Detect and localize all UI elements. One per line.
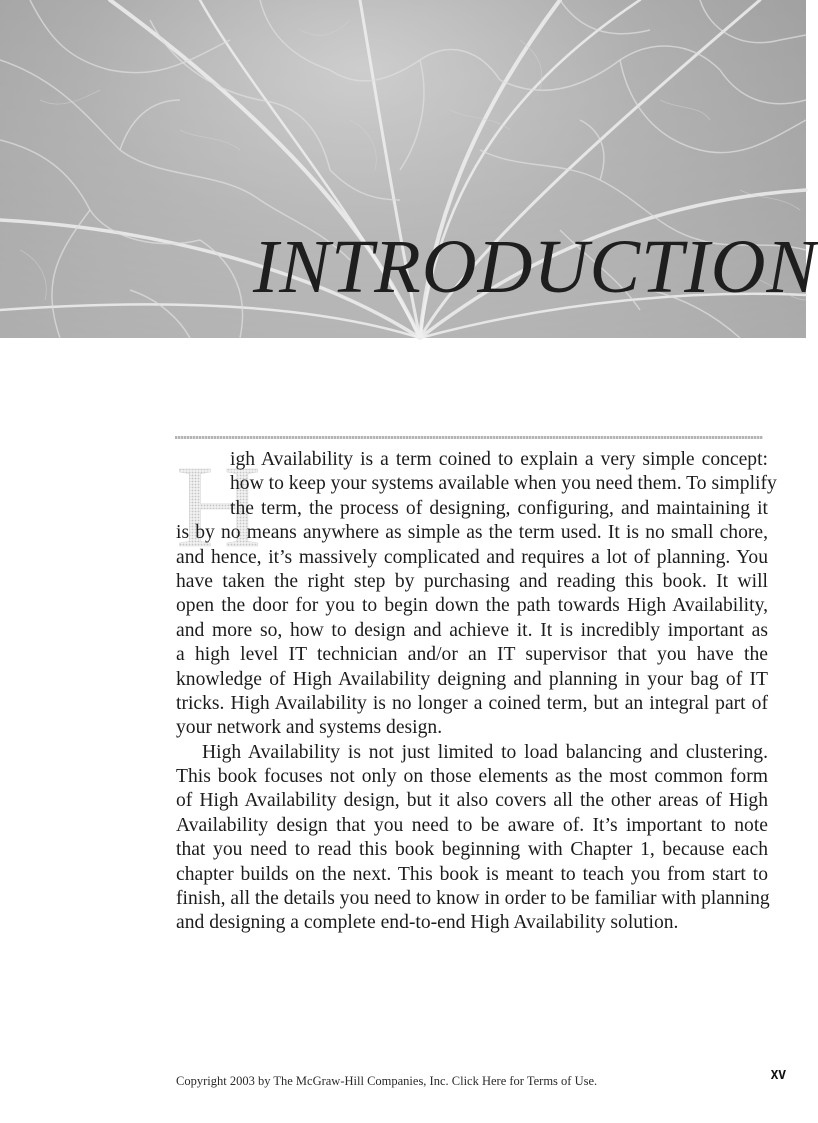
body-line: igh Availability is a term coined to explain a very simple concept:: [230, 449, 768, 470]
body-line: and designing a complete end-to-end High Availability solution.: [176, 912, 679, 934]
body-line: This book focuses not only on those elements as the most common form: [176, 766, 768, 788]
body-line: how to keep your systems available when you need them. To simplify: [230, 473, 777, 495]
body-line: and hence, it’s massively complicated and requires a lot of planning. You: [176, 546, 768, 568]
body-line: of High Availability design, but it also covers all the other areas of High: [176, 790, 768, 812]
body-line: chapter builds on the next. This book is meant to teach you from start to: [176, 863, 768, 885]
body-line: Availability design that you need to be aware of. It’s important to note: [176, 814, 768, 836]
body-line: knowledge of High Availability deigning and planning in your bag of IT: [176, 668, 768, 690]
body-line: finish, all the details you need to know in order to be familiar with planning: [176, 888, 770, 910]
chapter-banner: [0, 0, 818, 338]
body-line: tricks. High Availability is no longer a coined term, but an integral part of: [176, 692, 768, 714]
body-line: that you need to read this book beginning with Chapter 1, because each: [176, 839, 768, 861]
intro-body: [176, 448, 777, 936]
body-line: your network and systems design.: [176, 717, 443, 739]
page-number: xv: [770, 1064, 786, 1083]
body-line: High Availability is not just limited to load balancing and clustering.: [202, 741, 768, 763]
body-line: open the door for you to begin down the path towards High Availability,: [176, 595, 768, 617]
body-line: have taken the right step by purchasing and reading this book. It will: [176, 570, 768, 592]
chapter-title: INTRODUCTION: [253, 225, 818, 309]
drop-cap-glyph: H: [176, 441, 262, 572]
body-line: and more so, how to design and achieve it. It is incredibly important as: [176, 619, 768, 641]
section-divider: [175, 436, 763, 439]
body-line: the term, the process of designing, configuring, and maintaining it: [230, 497, 768, 519]
body-line: a high level IT technician and/or an IT supervisor that you have the: [176, 644, 768, 666]
body-line: is by no means anywhere as simple as the term used. It is no small chore,: [176, 522, 768, 544]
copyright-notice[interactable]: Copyright 2003 by The McGraw-Hill Companies, Inc. Click Here for Terms of Use.: [176, 1074, 598, 1088]
